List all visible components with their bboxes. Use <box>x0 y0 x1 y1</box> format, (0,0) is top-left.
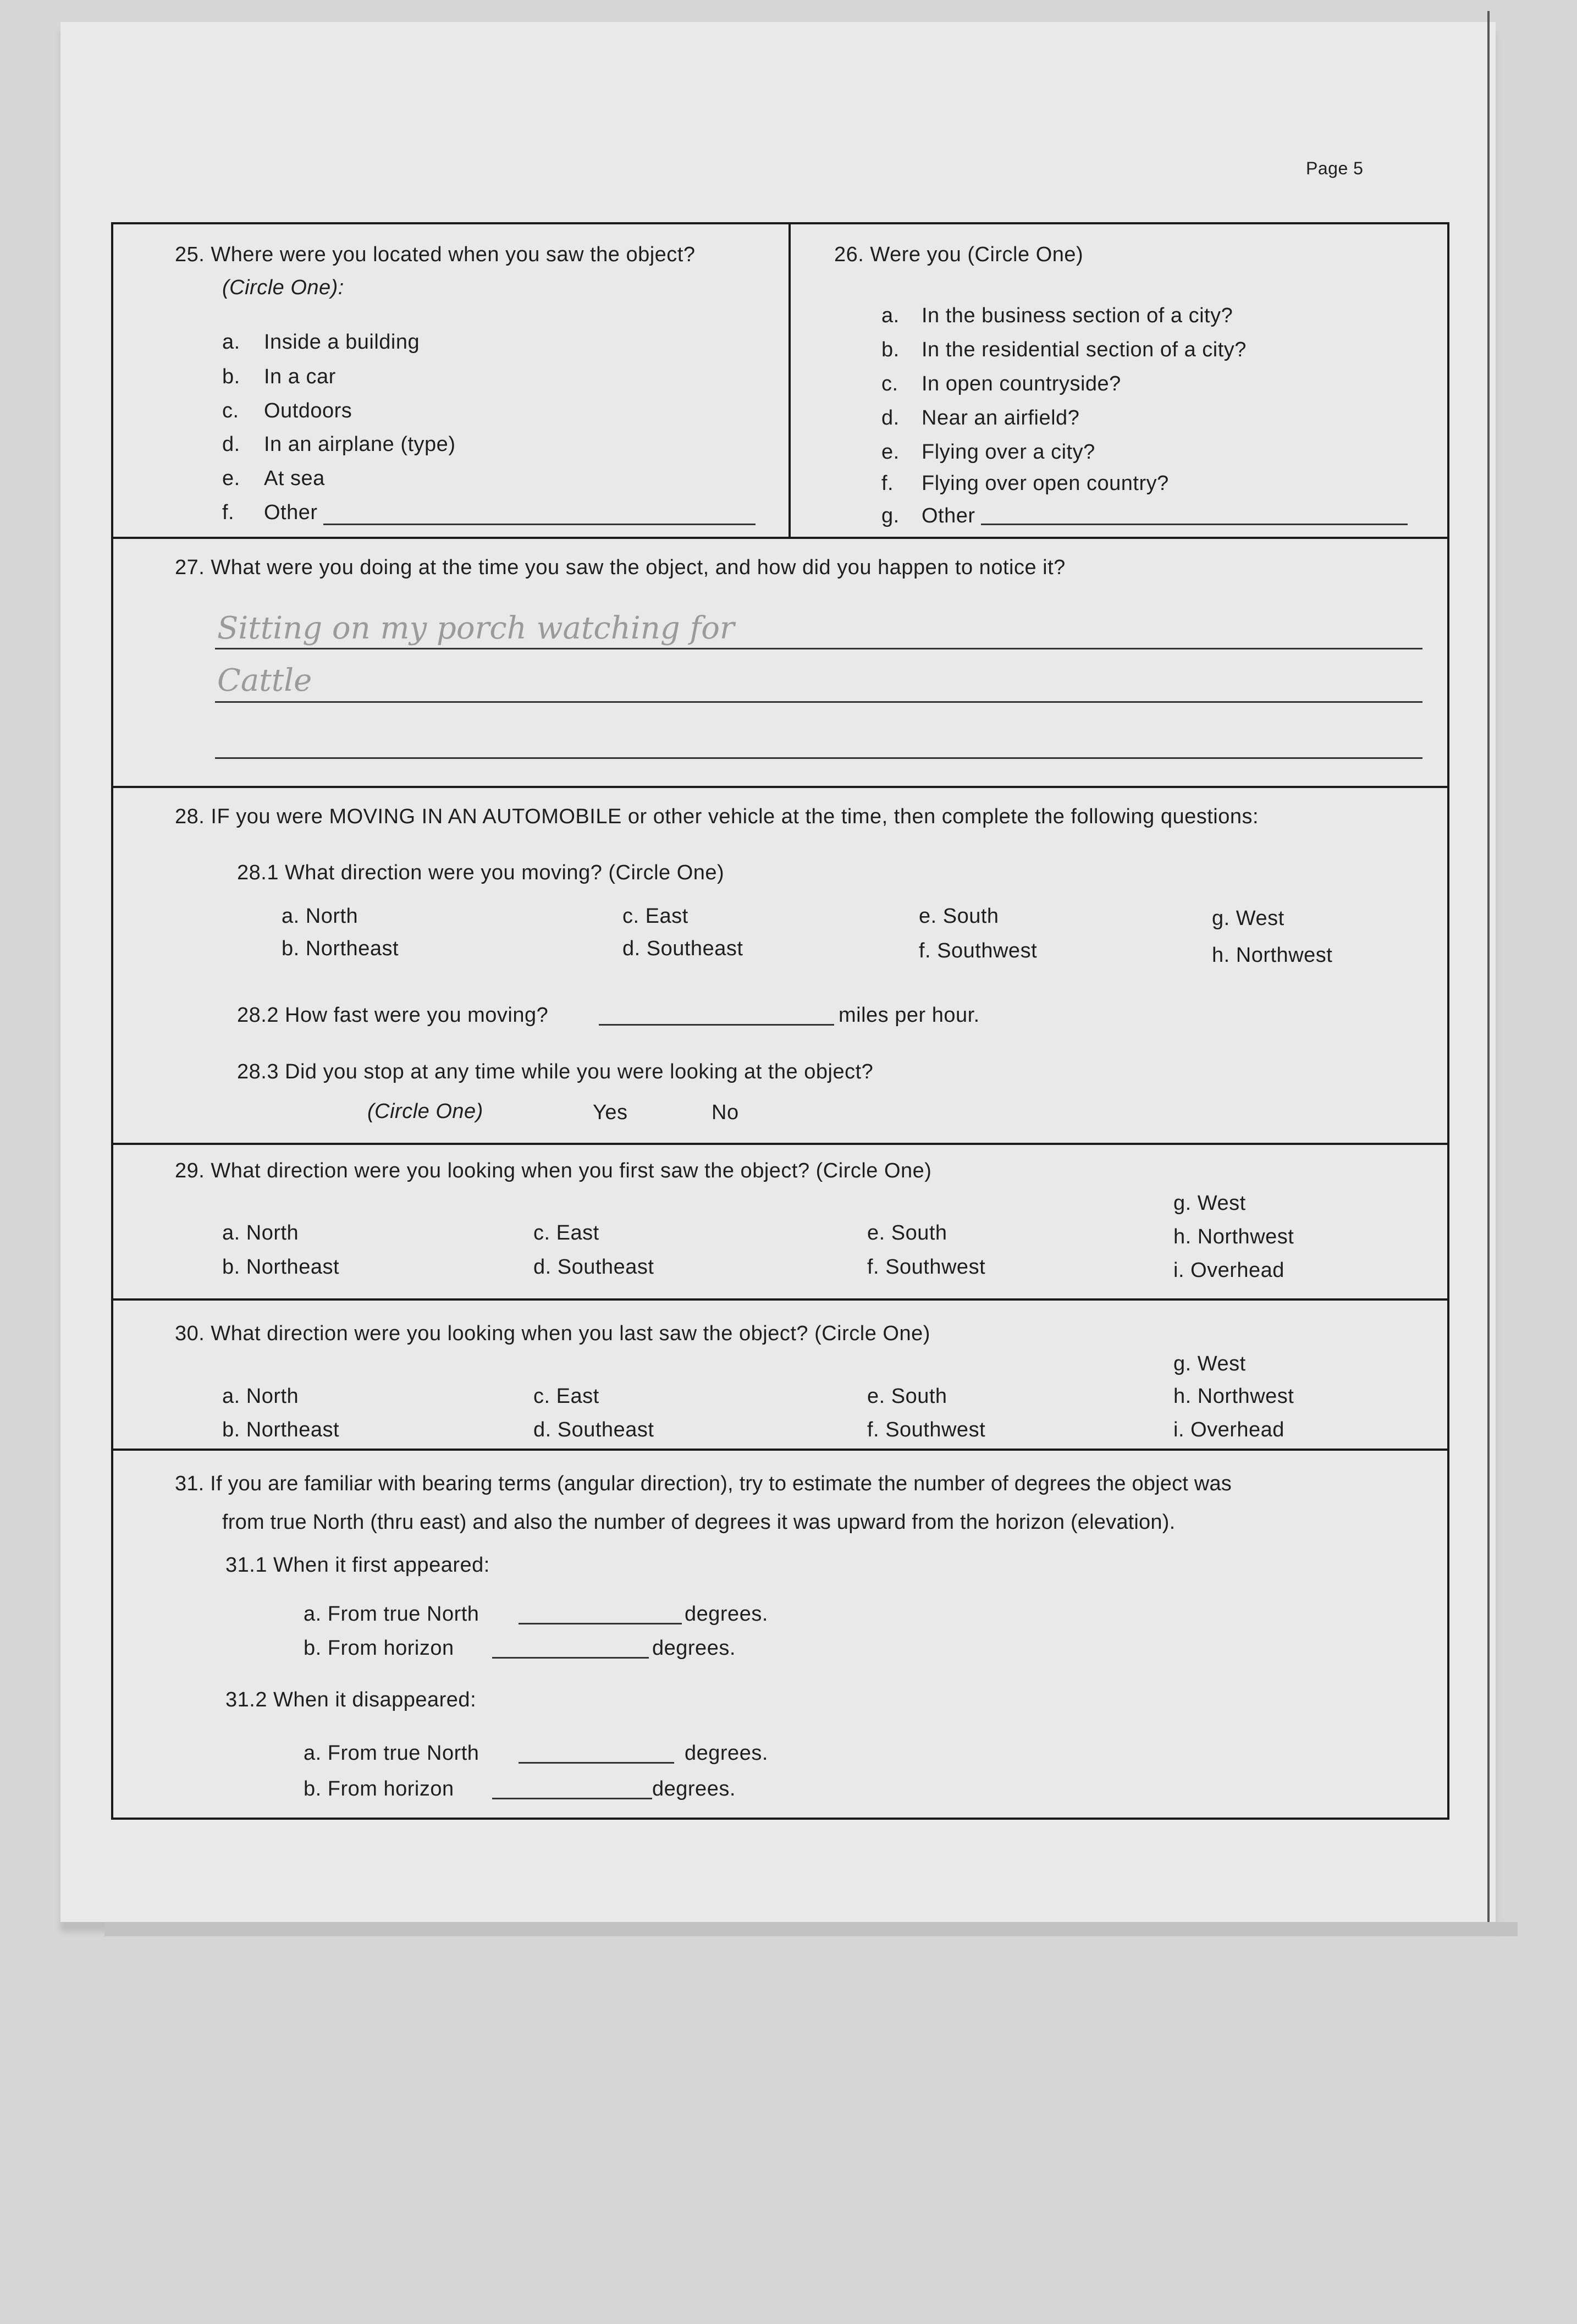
question-text: from true North (thru east) and also the number of degrees it was upward from the horizon (elevation). <box>222 1511 1176 1534</box>
unit-degrees: degrees. <box>652 1777 736 1800</box>
label-horizon: b. From horizon <box>304 1637 454 1660</box>
question-text: 29. What direction were you looking when you first saw the object? (Circle One) <box>175 1159 932 1182</box>
option-south[interactable]: e. South <box>867 1385 947 1408</box>
first-bearing-input[interactable] <box>519 1623 682 1624</box>
option-east[interactable]: c. East <box>622 905 688 928</box>
option-north[interactable]: a. North <box>222 1221 299 1244</box>
label-true-north: a. From true North <box>304 1602 479 1626</box>
paper-edge <box>1487 11 1490 1925</box>
option-letter: f. <box>881 472 894 495</box>
option-southwest[interactable]: f. Southwest <box>919 939 1038 962</box>
subquestion-31-1: 31.1 When it first appeared: <box>225 1554 490 1577</box>
unit-degrees: degrees. <box>652 1637 736 1660</box>
answer-line[interactable] <box>215 701 1422 703</box>
label-horizon: b. From horizon <box>304 1777 454 1800</box>
label-true-north: a. From true North <box>304 1742 479 1765</box>
option-letter: a. <box>881 304 900 327</box>
option-letter: e. <box>222 467 240 490</box>
option-letter: b. <box>222 365 240 388</box>
first-elevation-input[interactable] <box>492 1657 649 1659</box>
unit-degrees: degrees. <box>685 1742 768 1765</box>
option-other[interactable]: Other <box>264 501 318 524</box>
option-overhead[interactable]: i. Overhead <box>1173 1418 1284 1441</box>
option-inside-building[interactable]: Inside a building <box>264 331 420 354</box>
subquestion-28-3: 28.3 Did you stop at any time while you were looking at the object? <box>237 1060 874 1083</box>
option-in-car[interactable]: In a car <box>264 365 336 388</box>
divider <box>111 1449 1447 1451</box>
divider <box>111 786 1447 788</box>
option-northwest[interactable]: h. Northwest <box>1212 944 1333 967</box>
option-southeast[interactable]: d. Southeast <box>622 937 743 960</box>
answer-line[interactable] <box>215 648 1422 649</box>
option-letter: d. <box>222 433 240 456</box>
option-southwest[interactable]: f. Southwest <box>867 1255 986 1279</box>
divider <box>788 222 791 539</box>
option-overhead[interactable]: i. Overhead <box>1173 1259 1284 1282</box>
option-letter: a. <box>222 331 240 354</box>
handwritten-answer: Cattle <box>217 663 312 698</box>
divider <box>111 537 1447 539</box>
option-open-countryside[interactable]: In open countryside? <box>922 372 1121 395</box>
option-no[interactable]: No <box>712 1101 739 1124</box>
option-other[interactable]: Other <box>922 504 975 527</box>
option-north[interactable]: a. North <box>222 1385 299 1408</box>
question-text: 30. What direction were you looking when you last saw the object? (Circle One) <box>175 1322 930 1345</box>
option-letter: c. <box>222 399 239 422</box>
option-flying-over-country[interactable]: Flying over open country? <box>922 472 1169 495</box>
option-east[interactable]: c. East <box>533 1385 599 1408</box>
option-letter: d. <box>881 406 900 429</box>
option-letter: b. <box>881 338 900 361</box>
option-south[interactable]: e. South <box>867 1221 947 1244</box>
paper-shadow <box>104 1922 1518 1936</box>
page-number: Page 5 <box>1306 158 1364 178</box>
subquestion-31-2: 31.2 When it disappeared: <box>225 1688 477 1711</box>
option-west[interactable]: g. West <box>1173 1352 1246 1375</box>
option-east[interactable]: c. East <box>533 1221 599 1244</box>
option-southeast[interactable]: d. Southeast <box>533 1255 654 1279</box>
option-at-sea[interactable]: At sea <box>264 467 325 490</box>
question-text: 28. IF you were MOVING IN AN AUTOMOBILE or other vehicle at the time, then complete the following questions: <box>175 805 1259 828</box>
instruction: (Circle One): <box>222 276 344 299</box>
unit-degrees: degrees. <box>685 1602 768 1626</box>
option-letter: g. <box>881 504 900 527</box>
option-northwest[interactable]: h. Northwest <box>1173 1385 1294 1408</box>
question-text: 25. Where were you located when you saw the object? <box>175 243 696 266</box>
speed-unit: miles per hour. <box>839 1004 980 1027</box>
subquestion-28-1: 28.1 What direction were you moving? (Circle One) <box>237 861 725 884</box>
option-north[interactable]: a. North <box>282 905 359 928</box>
option-northeast[interactable]: b. Northeast <box>222 1255 340 1279</box>
other-input-line[interactable] <box>981 524 1408 525</box>
option-letter: e. <box>881 440 900 464</box>
last-elevation-input[interactable] <box>492 1798 652 1799</box>
option-northeast[interactable]: b. Northeast <box>282 937 399 960</box>
option-yes[interactable]: Yes <box>593 1101 628 1124</box>
option-airplane[interactable]: In an airplane (type) <box>264 433 456 456</box>
handwritten-answer: Sitting on my porch watching for <box>217 610 735 646</box>
option-northwest[interactable]: h. Northwest <box>1173 1225 1294 1248</box>
option-residential-section[interactable]: In the residential section of a city? <box>922 338 1247 361</box>
option-south[interactable]: e. South <box>919 905 999 928</box>
question-text: 27. What were you doing at the time you saw the object, and how did you happen to notice it? <box>175 556 1066 579</box>
option-northeast[interactable]: b. Northeast <box>222 1418 340 1441</box>
other-input-line[interactable] <box>323 524 756 525</box>
divider <box>111 1298 1447 1301</box>
subquestion-28-2: 28.2 How fast were you moving? <box>237 1004 549 1027</box>
last-bearing-input[interactable] <box>519 1762 674 1764</box>
speed-input-line[interactable] <box>599 1024 834 1026</box>
option-business-section[interactable]: In the business section of a city? <box>922 304 1233 327</box>
option-near-airfield[interactable]: Near an airfield? <box>922 406 1080 429</box>
option-outdoors[interactable]: Outdoors <box>264 399 352 422</box>
question-text: 26. Were you (Circle One) <box>834 243 1084 266</box>
option-west[interactable]: g. West <box>1173 1192 1246 1215</box>
option-flying-over-city[interactable]: Flying over a city? <box>922 440 1095 464</box>
divider <box>111 1143 1447 1145</box>
option-letter: c. <box>881 372 898 395</box>
option-southwest[interactable]: f. Southwest <box>867 1418 986 1441</box>
option-southeast[interactable]: d. Southeast <box>533 1418 654 1441</box>
question-text: 31. If you are familiar with bearing terms (angular direction), try to estimate the number of degrees the object was <box>175 1472 1232 1495</box>
answer-line[interactable] <box>215 757 1422 759</box>
instruction: (Circle One) <box>367 1100 483 1123</box>
option-west[interactable]: g. West <box>1212 907 1284 930</box>
option-letter: f. <box>222 501 235 524</box>
